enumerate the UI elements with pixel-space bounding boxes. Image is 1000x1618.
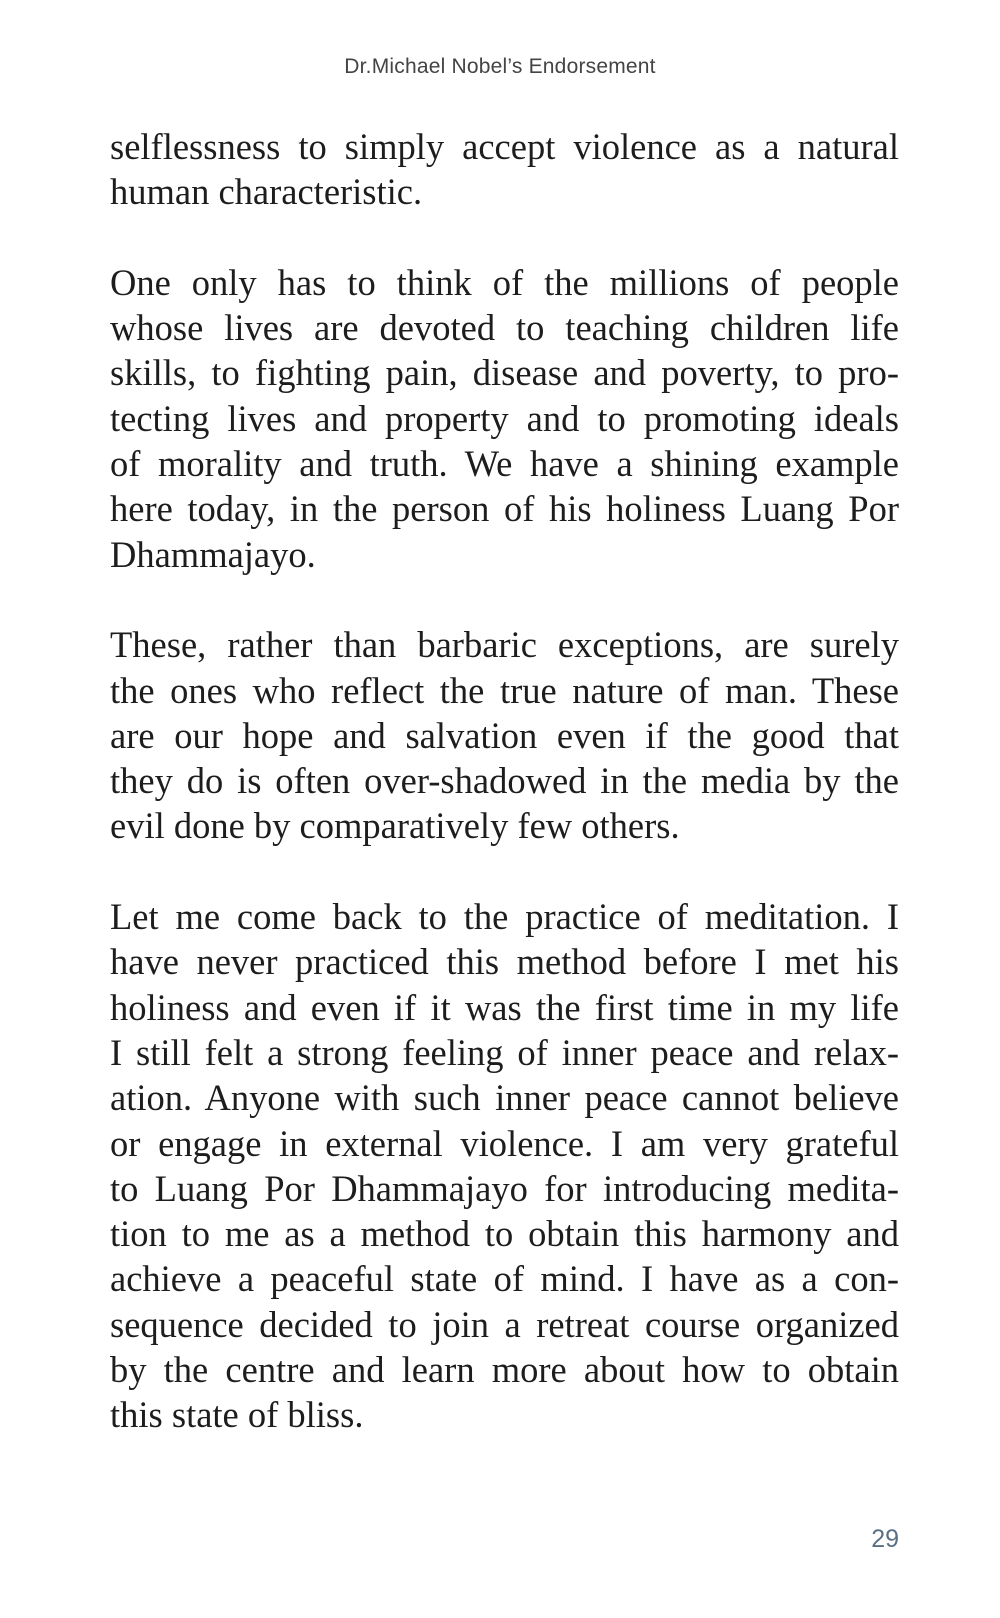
text-line: human characteristic.	[110, 171, 423, 213]
running-header: Dr.Michael Nobel’s Endorsement	[344, 55, 656, 78]
paragraph-3	[110, 622, 899, 848]
page-number: 29	[871, 1525, 899, 1553]
text-line: are our hope and salvation even if the good that	[110, 714, 899, 756]
paragraph-4	[110, 894, 899, 1438]
text-line: evil done by comparatively few others.	[110, 805, 680, 847]
text-line: tecting lives and property and to promoting ideals	[110, 397, 899, 439]
text-line: to Luang Por Dhammajayo for introducing medita-	[110, 1167, 899, 1209]
text-line: skills, to fighting pain, disease and poverty, to pro-	[110, 352, 899, 394]
text-line: here today, in the person of his holiness Luang Por	[110, 488, 899, 530]
text-line: the ones who reflect the true nature of man. These	[110, 669, 899, 711]
text-line: have never practiced this method before I met his	[110, 941, 899, 983]
text-line: tion to me as a method to obtain this harmony and	[110, 1213, 899, 1255]
text-line: ation. Anyone with such inner peace cannot believe	[110, 1077, 899, 1119]
paragraph-2	[110, 260, 899, 577]
text-line: this state of bliss.	[110, 1394, 364, 1436]
text-line: These, rather than barbaric exceptions, are surely	[110, 624, 899, 666]
text-line: Let me come back to the practice of meditation. I	[110, 896, 899, 938]
text-line: they do is often over-shadowed in the media by the	[110, 760, 899, 802]
paragraph-1	[110, 124, 899, 215]
body-text	[110, 124, 899, 1483]
text-line: sequence decided to join a retreat course organized	[110, 1303, 899, 1345]
text-line: Dhammajayo.	[110, 533, 316, 575]
text-line: by the centre and learn more about how to obtain	[110, 1349, 899, 1391]
text-line: whose lives are devoted to teaching children life	[110, 307, 899, 349]
text-line: or engage in external violence. I am very grateful	[110, 1122, 899, 1164]
text-line: of morality and truth. We have a shining example	[110, 443, 899, 485]
text-line: holiness and even if it was the first time in my life	[110, 986, 899, 1028]
text-line: achieve a peaceful state of mind. I have as a con-	[110, 1258, 899, 1300]
text-line: One only has to think of the millions of people	[110, 261, 899, 303]
text-line: selflessness to simply accept violence as a natural	[110, 126, 899, 167]
text-line: I still felt a strong feeling of inner peace and relax-	[110, 1031, 899, 1073]
